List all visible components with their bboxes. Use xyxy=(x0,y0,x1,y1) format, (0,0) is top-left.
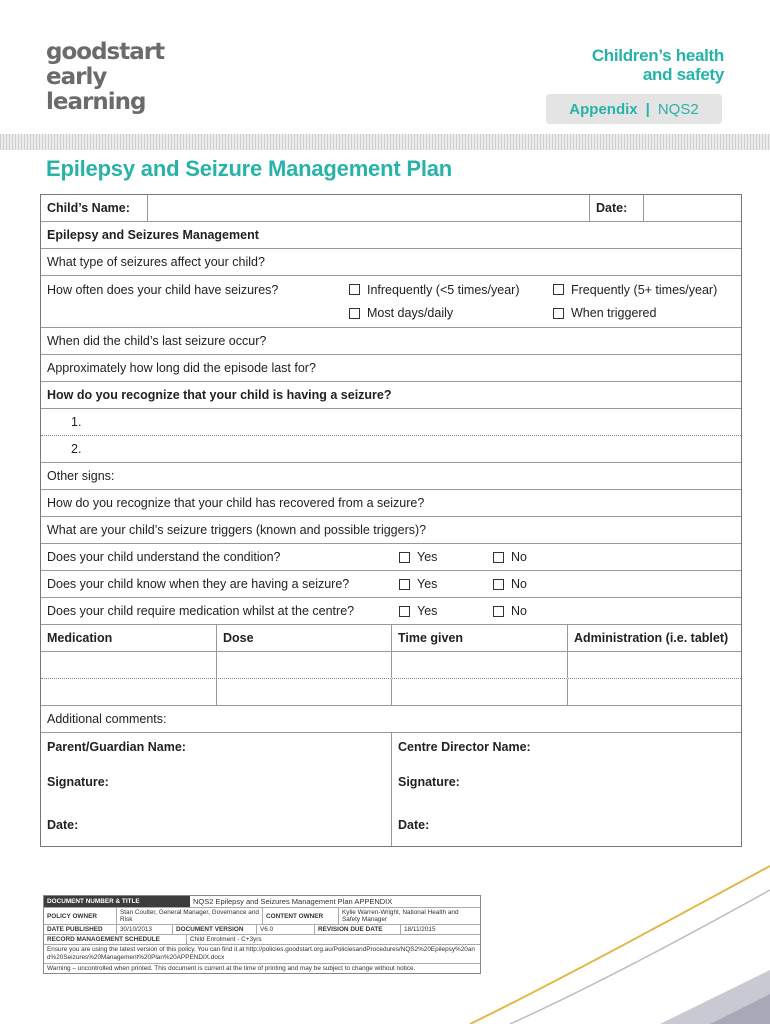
dose-cell[interactable] xyxy=(216,679,391,705)
checkbox-frequent[interactable] xyxy=(553,284,564,295)
signoff-section xyxy=(41,733,741,846)
understand-no[interactable] xyxy=(487,544,741,570)
aware-no[interactable] xyxy=(487,571,741,597)
ensure-text: Ensure you are using the latest version of this policy. You can find it at http://policies.goodstart.org.au/PoliciesandProcedures/NQS2%20Epilepsy%20and%20Seizures%20Management%20Plan%20APPENDIX.docx xyxy=(47,946,475,961)
sign-item-row[interactable] xyxy=(41,436,741,463)
doc-number-value: NQS2 Epilepsy and Seizures Management Plan APPENDIX xyxy=(193,897,393,906)
frequency-row xyxy=(41,276,741,328)
seizure-type-question: What type of seizures affect your child? xyxy=(47,255,265,269)
director-date-label: Date: xyxy=(398,817,430,832)
section-heading: Epilepsy and Seizures Management xyxy=(47,228,259,242)
director-date-row[interactable] xyxy=(392,803,741,846)
time-cell[interactable] xyxy=(391,652,567,678)
header-subject xyxy=(592,46,724,84)
no-label: No xyxy=(511,550,527,564)
checkbox-yes[interactable] xyxy=(399,606,410,617)
checkbox-no[interactable] xyxy=(493,606,504,617)
triggers-question: What are your child’s seizure triggers (known and possible triggers)? xyxy=(47,523,427,537)
other-signs-label: Other signs: xyxy=(47,469,115,483)
last-seizure-row[interactable] xyxy=(41,328,741,355)
checkbox-infrequent[interactable] xyxy=(349,284,360,295)
appendix-label: Appendix xyxy=(569,100,638,118)
option-triggered-label: When triggered xyxy=(571,306,657,321)
last-seizure-question: When did the child’s last seizure occur? xyxy=(47,334,267,348)
recognize-heading-row xyxy=(41,382,741,409)
option-triggered[interactable] xyxy=(553,306,735,320)
understand-question: Does your child understand the condition? xyxy=(47,550,281,564)
records-row xyxy=(44,935,480,945)
director-name-label: Centre Director Name: xyxy=(398,739,531,754)
medication-entry-row xyxy=(41,652,741,679)
checkbox-yes[interactable] xyxy=(399,552,410,563)
aware-question: Does your child know when they are having a seizure? xyxy=(47,577,350,591)
parent-date-row[interactable] xyxy=(41,803,391,846)
published-label: DATE PUBLISHED xyxy=(47,926,103,933)
medication-cell[interactable] xyxy=(41,679,216,705)
checkbox-no[interactable] xyxy=(493,552,504,563)
duration-question: Approximately how long did the episode last for? xyxy=(47,361,316,375)
frequency-options-right xyxy=(547,276,741,327)
doc-number-label: DOCUMENT NUMBER & TITLE xyxy=(44,896,190,907)
frequency-options-left xyxy=(343,276,547,327)
seizure-type-row[interactable] xyxy=(41,249,741,276)
checkbox-no[interactable] xyxy=(493,579,504,590)
date-label: Date: xyxy=(589,195,643,221)
option-most-days[interactable] xyxy=(349,306,541,320)
understand-row xyxy=(41,544,741,571)
additional-comments-label: Additional comments: xyxy=(47,712,167,726)
section-heading-row xyxy=(41,222,741,249)
option-infrequent[interactable] xyxy=(349,283,541,297)
child-name-field[interactable] xyxy=(147,195,589,221)
revision-value: 18/11/2015 xyxy=(400,925,480,934)
parent-signature-label: Signature: xyxy=(47,774,109,789)
recognize-question: How do you recognize that your child is having a seizure? xyxy=(47,388,392,402)
checkbox-triggered[interactable] xyxy=(553,308,564,319)
no-label: No xyxy=(511,577,527,591)
dose-cell[interactable] xyxy=(216,652,391,678)
header-stripe-divider xyxy=(0,134,770,150)
sign-item-number: 2. xyxy=(71,442,82,456)
appendix-badge xyxy=(546,94,722,124)
aware-row xyxy=(41,571,741,598)
warning-row xyxy=(44,964,480,973)
director-signature-row[interactable] xyxy=(392,760,741,803)
parent-name-row[interactable] xyxy=(41,733,391,760)
content-owner-value: Kylie Warren-Wright, National Health and Safety Manager xyxy=(338,908,480,924)
option-frequent-label: Frequently (5+ times/year) xyxy=(571,282,718,297)
checkbox-yes[interactable] xyxy=(399,579,410,590)
policy-owner-value: Stan Coulter, General Manager, Governance and Risk xyxy=(116,908,262,924)
option-frequent[interactable] xyxy=(553,283,735,297)
content-owner-label: CONTENT OWNER xyxy=(262,908,338,924)
checkbox-most-days[interactable] xyxy=(349,308,360,319)
medication-no[interactable] xyxy=(487,598,741,624)
medication-yes[interactable] xyxy=(393,598,487,624)
frequency-question: How often does your child have seizures? xyxy=(47,283,279,297)
published-row xyxy=(44,925,480,935)
option-infrequent-label: Infrequently (<5 times/year) xyxy=(367,282,520,297)
policy-owner-label: POLICY OWNER xyxy=(47,912,97,920)
director-signoff xyxy=(391,733,741,846)
medication-header-row xyxy=(41,625,741,652)
sign-item-row[interactable] xyxy=(41,409,741,436)
medication-question: Does your child require medication whilst at the centre? xyxy=(47,604,355,618)
warning-text: Warning – uncontrolled when printed. This document is current at the time of printing and may be subject to change without notice. xyxy=(47,965,416,972)
medication-entry-row xyxy=(41,679,741,706)
yes-label: Yes xyxy=(417,577,438,591)
owner-row xyxy=(44,908,480,925)
col-time-given: Time given xyxy=(391,625,567,651)
medication-required-row xyxy=(41,598,741,625)
additional-comments-row[interactable] xyxy=(41,706,741,733)
no-label: No xyxy=(511,604,527,618)
header-line: Children’s health xyxy=(591,46,724,65)
duration-row[interactable] xyxy=(41,355,741,382)
triggers-row[interactable] xyxy=(41,517,741,544)
other-signs-row[interactable] xyxy=(41,463,741,490)
appendix-code: NQS2 xyxy=(657,100,699,118)
logo-line: learning xyxy=(46,89,146,115)
doc-number-row xyxy=(44,896,480,908)
child-name-label: Child’s Name: xyxy=(47,201,130,215)
parent-signature-row[interactable] xyxy=(41,760,391,803)
version-label: DOCUMENT VERSION xyxy=(172,925,256,934)
records-value: Child Enrolment - C+3yrs xyxy=(186,935,480,944)
col-medication: Medication xyxy=(47,631,113,645)
recovered-row[interactable] xyxy=(41,490,741,517)
date-field[interactable] xyxy=(643,195,741,221)
logo-line: goodstart xyxy=(46,39,165,65)
yes-label: Yes xyxy=(417,550,438,564)
appendix-separator: | xyxy=(645,100,650,118)
director-signature-label: Signature: xyxy=(398,774,460,789)
parent-date-label: Date: xyxy=(47,817,79,832)
aware-yes[interactable] xyxy=(393,571,487,597)
ensure-row xyxy=(44,945,480,964)
medication-cell[interactable] xyxy=(41,652,216,678)
logo-line: early xyxy=(46,64,107,90)
header-line: and safety xyxy=(642,65,724,84)
administration-cell[interactable] xyxy=(567,679,741,705)
parent-name-label: Parent/Guardian Name: xyxy=(47,739,186,754)
time-cell[interactable] xyxy=(391,679,567,705)
version-value: V6.0 xyxy=(256,925,314,934)
revision-label: REVISION DUE DATE xyxy=(314,925,400,934)
records-label: RECORD MANAGEMENT SCHEDULE xyxy=(47,936,160,943)
director-name-row[interactable] xyxy=(392,733,741,760)
page-title: Epilepsy and Seizure Management Plan xyxy=(46,156,453,181)
document-control-table xyxy=(43,895,481,974)
parent-signoff xyxy=(41,733,391,846)
seizure-plan-form xyxy=(40,194,742,847)
option-most-days-label: Most days/daily xyxy=(367,306,454,321)
administration-cell[interactable] xyxy=(567,652,741,678)
col-administration: Administration (i.e. tablet) xyxy=(567,625,741,651)
understand-yes[interactable] xyxy=(393,544,487,570)
col-dose: Dose xyxy=(216,625,391,651)
sign-item-number: 1. xyxy=(71,415,82,429)
published-value: 30/10/2013 xyxy=(116,925,172,934)
child-name-row xyxy=(41,195,741,222)
yes-label: Yes xyxy=(417,604,438,618)
recovered-question: How do you recognize that your child has recovered from a seizure? xyxy=(47,496,425,510)
goodstart-logo xyxy=(46,40,164,115)
